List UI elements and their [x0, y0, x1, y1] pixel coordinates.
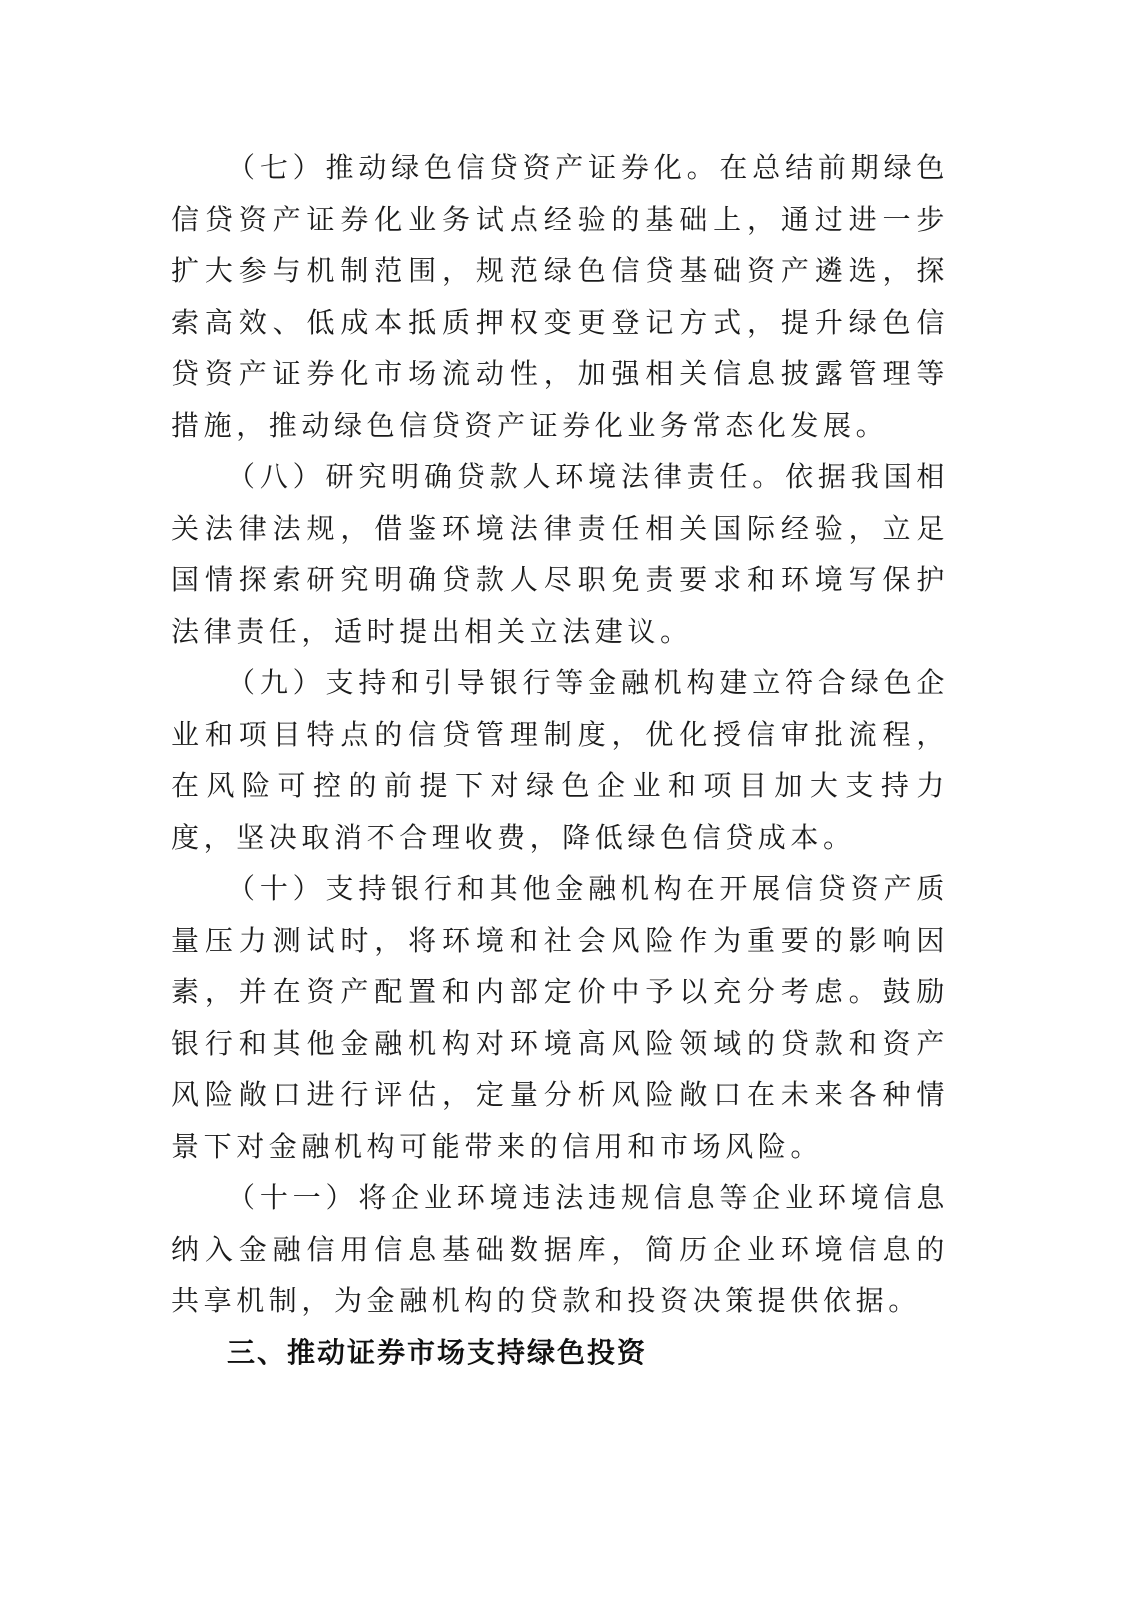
document-body: [171, 142, 949, 1378]
paragraph-10: （十）支持银行和其他金融机构在开展信贷资产质量压力测试时，将环境和社会风险作为重要的影响因素，并在资产配置和内部定价中予以充分考虑。鼓励银行和其他金融机构对环境高风险领域的贷款和资产风险敞口进行评估，定量分析风险敞口在未来各种情景下对金融机构可能带来的信用和市场风险。: [171, 872, 949, 1163]
section-heading: 三、推动证券市场支持绿色投资: [227, 1335, 648, 1369]
paragraph-7: （七）推动绿色信贷资产证券化。在总结前期绿色信贷资产证券化业务试点经验的基础上，通过进一步扩大参与机制范围，规范绿色信贷基础资产遴选，探索高效、低成本抵质押权变更登记方式，提升绿色信贷资产证券化市场流动性，加强相关信息披露管理等措施，推动绿色信贷资产证券化业务常态化发展。: [171, 151, 949, 442]
paragraph-8: （八）研究明确贷款人环境法律责任。依据我国相关法律法规，借鉴环境法律责任相关国际经验，立足国情探索研究明确贷款人尽职免责要求和环境写保护法律责任，适时提出相关立法建议。: [171, 460, 949, 648]
paragraph-11: （十一）将企业环境违法违规信息等企业环境信息纳入金融信用信息基础数据库，简历企业环境信息的共享机制，为金融机构的贷款和投资决策提供依据。: [171, 1181, 949, 1317]
paragraph-9: （九）支持和引导银行等金融机构建立符合绿色企业和项目特点的信贷管理制度，优化授信审批流程，在风险可控的前提下对绿色企业和项目加大支持力度，坚决取消不合理收费，降低绿色信贷成本。: [171, 666, 949, 854]
